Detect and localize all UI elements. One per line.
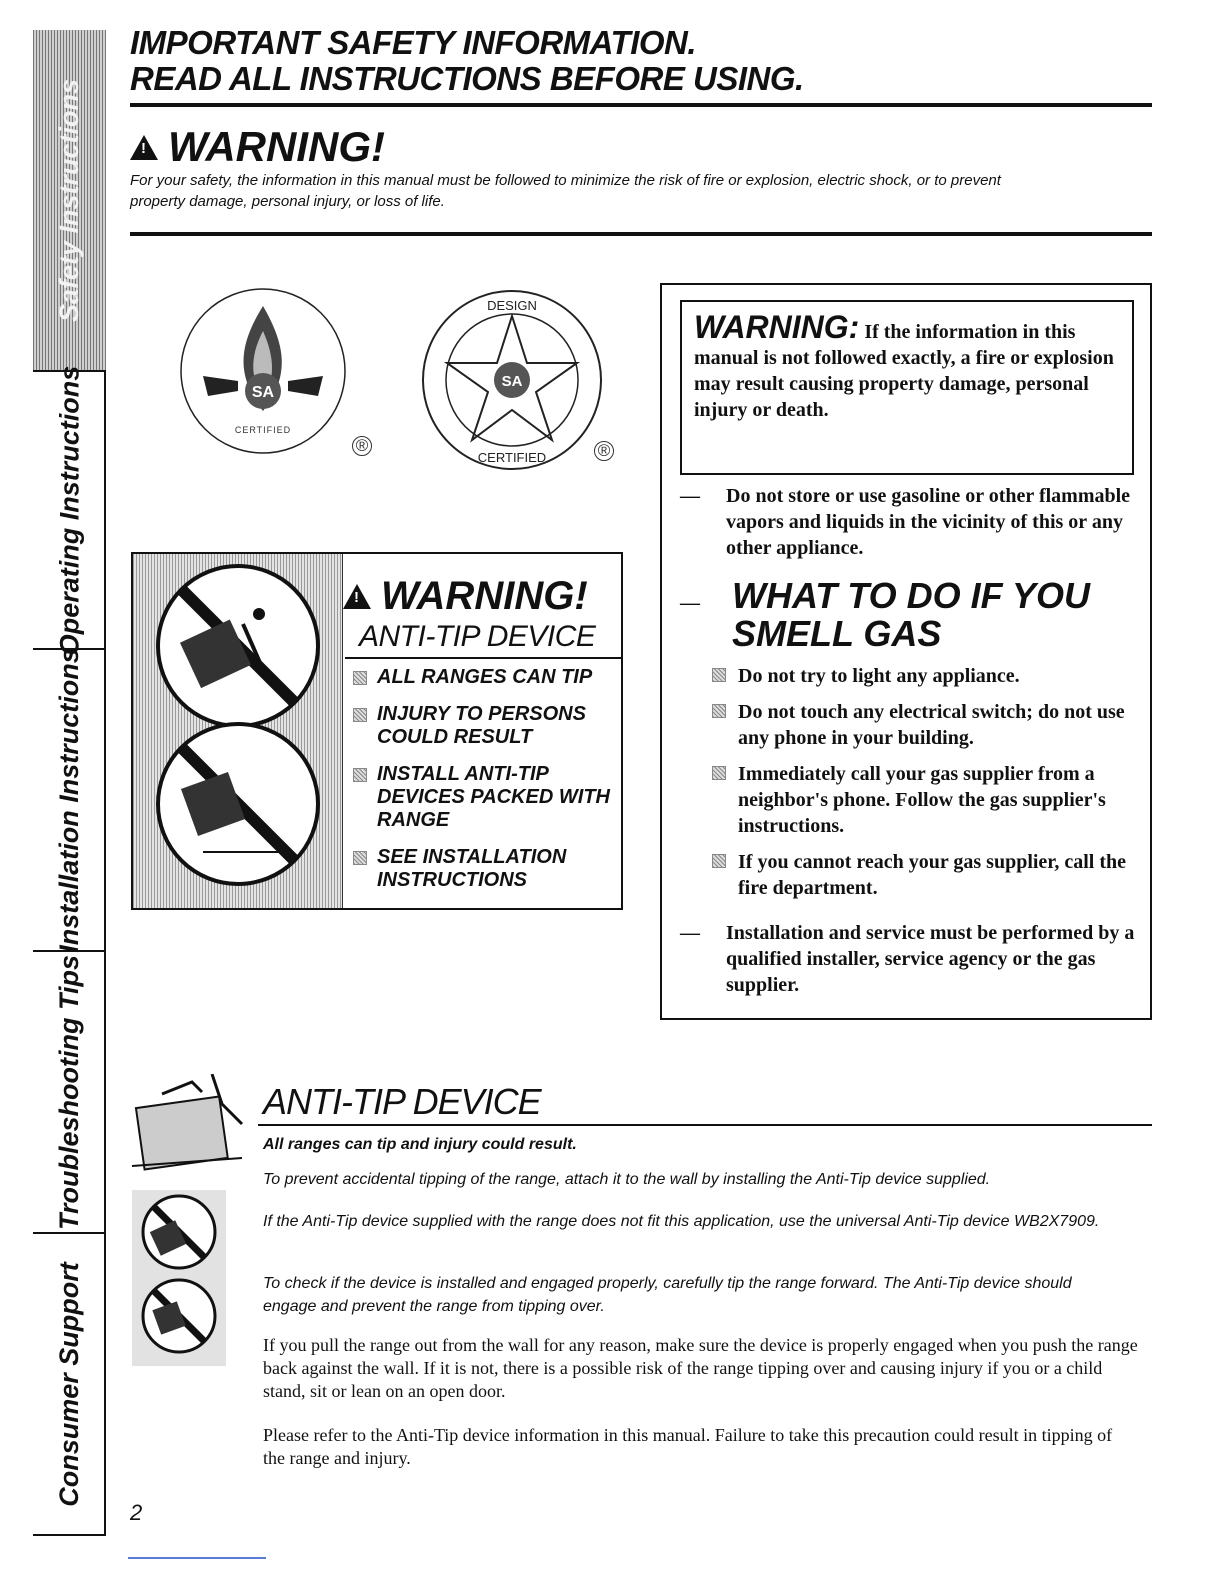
bullet-icon <box>353 768 367 782</box>
list-item <box>710 663 1150 689</box>
svg-text:SA: SA <box>251 384 275 401</box>
list-item <box>351 703 619 749</box>
range-anchor-icon <box>132 1074 258 1174</box>
no-tip-small-icon <box>132 1190 226 1366</box>
warning-triangle-icon <box>343 584 371 609</box>
smell-gas-heading-line: WHAT TO DO IF YOU <box>732 575 1090 616</box>
anti-tip-warning-text: WARNING! <box>381 574 588 618</box>
page-number: 2 <box>130 1500 143 1525</box>
list-item <box>351 846 619 892</box>
anti-tip-illustration <box>133 554 343 908</box>
tab-label: Safety Instructions <box>54 78 84 322</box>
bullet-icon <box>353 708 367 722</box>
dash: — <box>680 485 700 507</box>
list-item-text: Immediately call your gas supplier from a neighbor's phone. Follow the gas supplier's instructions. <box>738 763 1106 837</box>
tab-label: Installation Instructions <box>54 647 84 953</box>
anti-tip-paragraph-2: If the Anti-Tip device supplied with the range does not fit this application, use the universal Anti-Tip device WB2X7909. <box>263 1213 1100 1230</box>
list-item <box>351 763 619 832</box>
gas-warning-box <box>660 283 1152 1020</box>
list-item-text: ALL RANGES CAN TIP <box>377 666 593 688</box>
design-certified-text: CERTIFIED <box>477 450 547 465</box>
warning-heading-text: WARNING! <box>168 123 385 170</box>
tab-label: Consumer Support <box>54 1261 85 1507</box>
smell-gas-heading-line: SMELL GAS <box>732 613 942 654</box>
list-item-text: SEE INSTALLATION INSTRUCTIONS <box>377 846 567 891</box>
footer-line <box>128 1557 266 1559</box>
bullet-icon <box>712 766 726 780</box>
csa-certified-logo-icon <box>178 286 348 456</box>
list-item <box>710 849 1150 901</box>
tab-label: Operating Instructions <box>54 365 84 655</box>
list-item <box>710 761 1150 839</box>
bullet-icon <box>712 854 726 868</box>
svg-text:SA: SA <box>501 373 523 390</box>
list-item-text: Do not try to light any appliance. <box>738 665 1020 687</box>
divider <box>345 657 621 659</box>
anti-tip-paragraph-3: To check if the device is installed and engaged properly, carefully tip the range forward. The Anti-Tip device should engage and prevent the range from tipping over. <box>263 1275 1072 1315</box>
intro-divider <box>130 232 1152 236</box>
csa-certified-text: CERTIFIED <box>234 425 292 435</box>
tab-consumer-support[interactable] <box>33 1234 106 1534</box>
anti-tip-lead: All ranges can tip and injury could result. <box>263 1136 577 1153</box>
anti-tip-paragraph-1: To prevent accidental tipping of the range, attach it to the wall by installing the Anti-Tip device supplied. <box>263 1171 991 1188</box>
smell-gas-heading <box>732 577 1090 653</box>
gas-warning-heading: WARNING: <box>694 309 860 345</box>
tab-troubleshooting-tips[interactable] <box>33 952 106 1234</box>
list-item <box>710 699 1150 751</box>
safety-intro: For your safety, the information in this manual must be followed to minimize the risk of fire or explosion, electric shock, or to prevent property damage, personal injury, or loss of life. <box>130 172 1001 210</box>
bullet-icon <box>712 704 726 718</box>
anti-tip-warning-panel <box>131 552 623 910</box>
list-item-text: INJURY TO PERSONS COULD RESULT <box>377 703 586 748</box>
anti-tip-warning-heading <box>343 574 588 619</box>
page-title-line-2: READ ALL INSTRUCTIONS BEFORE USING. <box>130 60 804 97</box>
dash: — <box>680 592 700 614</box>
installation-note: Installation and service must be performed by a qualified installer, service agency or the gas supplier. <box>726 922 1135 996</box>
anti-tip-paragraph-4: If you pull the range out from the wall for any reason, make sure the device is properly engaged when you push the range back against the wall. If it is not, there is a possible risk of the range tipping over and causing injury if you or a child stand, sit or lean on an open door. <box>263 1335 1138 1401</box>
gas-warning-inner <box>680 300 1134 475</box>
registered-mark: ® <box>594 441 614 461</box>
bullet-icon <box>712 668 726 682</box>
header-divider <box>130 103 1152 107</box>
warning-triangle-icon <box>130 135 158 160</box>
gas-warning-text <box>694 309 1120 423</box>
anti-tip-list <box>351 666 619 906</box>
list-item <box>351 666 619 689</box>
list-item-text: Do not touch any electrical switch; do not use any phone in your building. <box>738 701 1125 749</box>
section-divider <box>258 1124 1152 1126</box>
warning-heading <box>130 123 385 171</box>
list-item-text: If you cannot reach your gas supplier, call the fire department. <box>738 851 1126 899</box>
no-tip-icon <box>133 554 343 908</box>
tab-installation-instructions[interactable] <box>33 647 106 953</box>
tab-operating-instructions[interactable] <box>33 365 106 655</box>
anti-tip-section-title: ANTI-TIP DEVICE <box>263 1081 541 1122</box>
tab-safety-instructions[interactable] <box>33 30 106 372</box>
gas-warning-body: If the information in this manual is not followed exactly, a fire or explosion may result causing property damage, personal injury or death. <box>694 321 1114 421</box>
design-text: DESIGN <box>487 298 537 313</box>
design-certified-logo-icon <box>420 288 605 473</box>
anti-tip-paragraph-5: Please refer to the Anti-Tip device information in this manual. Failure to take this precaution could result in tipping of the range and injury. <box>263 1425 1113 1468</box>
smell-gas-list <box>710 663 1150 911</box>
registered-mark: ® <box>352 436 372 456</box>
bullet-icon <box>353 851 367 865</box>
list-item-text: INSTALL ANTI-TIP DEVICES PACKED WITH RANGE <box>377 763 610 831</box>
page-title-line-1: IMPORTANT SAFETY INFORMATION. <box>130 24 697 61</box>
dash: — <box>680 922 700 944</box>
section-sidebar <box>33 30 106 1536</box>
do-not-store-text: Do not store or use gasoline or other flammable vapors and liquids in the vicinity of this or any other appliance. <box>726 485 1131 559</box>
tab-label: Troubleshooting Tips <box>54 954 84 1230</box>
anti-tip-subtitle: ANTI-TIP DEVICE <box>359 620 596 653</box>
bullet-icon <box>353 671 367 685</box>
